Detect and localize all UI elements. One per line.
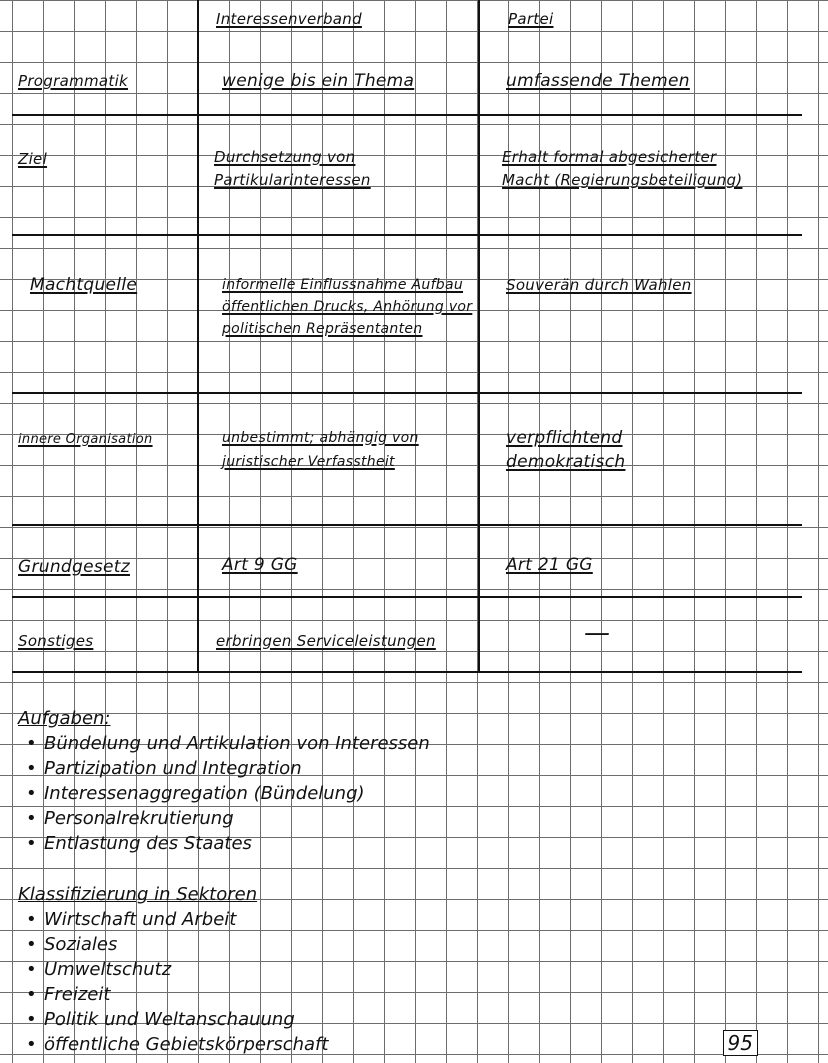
column-header-interest-group: Interessenverband (216, 10, 362, 28)
cell-grundgesetz-party: Art 21 GG (506, 555, 593, 575)
cell-machtquelle-interest-group: informelle Einflussnahme Aufbau öffentlichen Drucks, Anhörung vor politischen Repräsentanten (222, 277, 473, 337)
cell-programmatik-interest-group: wenige bis ein Thema (222, 71, 415, 91)
table-horizontal-line (12, 596, 802, 598)
table-vertical-line-1 (197, 0, 199, 672)
cell-ziel-party: Erhalt formal abgesicherter Macht (Regierungsbeteiligung) (502, 148, 743, 189)
page-number: 95 (723, 1030, 758, 1056)
list-item: • Bündelung und Artikulation von Interessen (18, 731, 618, 756)
row-label-programmatik: Programmatik (18, 72, 129, 90)
table-horizontal-line (12, 234, 802, 236)
list-item: • Interessenaggregation (Bündelung) (18, 781, 618, 806)
list-item: • Personalrekrutierung (18, 806, 618, 831)
cell-ziel-interest-group: Durchsetzung von Partikularinteressen (214, 148, 371, 189)
list-item: • Politik und Weltanschauung (18, 1007, 618, 1032)
row-label-grundgesetz: Grundgesetz (18, 557, 130, 577)
cell-innere-organisation-interest-group: unbestimmt; abhängig von juristischer Verfasstheit (222, 430, 419, 470)
list-item: • Soziales (18, 932, 618, 957)
list-item: • Umweltschutz (18, 957, 618, 982)
cell-innere-organisation-party: verpflichtend demokratisch (506, 428, 626, 472)
list-item: • öffentliche Gebietskörperschaft (18, 1032, 618, 1057)
table-horizontal-line (12, 671, 802, 673)
table-horizontal-line (12, 114, 802, 116)
cell-sonstiges-party: — (584, 618, 620, 648)
list-item: • Partizipation und Integration (18, 756, 618, 781)
row-label-innere-organisation: innere Organisation (18, 432, 153, 447)
tasks-section (18, 706, 618, 856)
sectors-list (18, 907, 618, 1057)
table-horizontal-line (12, 392, 802, 394)
table-horizontal-line (12, 524, 802, 526)
sectors-section (18, 882, 618, 1057)
row-label-sonstiges: Sonstiges (18, 632, 94, 650)
row-label-ziel: Ziel (18, 150, 48, 168)
tasks-list (18, 731, 618, 856)
list-item: • Wirtschaft und Arbeit (18, 907, 618, 932)
cell-grundgesetz-interest-group: Art 9 GG (222, 555, 298, 575)
tasks-title: Aufgaben: (18, 708, 111, 729)
list-item: • Entlastung des Staates (18, 831, 618, 856)
table-vertical-line-2 (478, 0, 480, 672)
cell-programmatik-party: umfassende Themen (506, 71, 690, 91)
cell-machtquelle-party: Souverän durch Wahlen (506, 276, 692, 294)
cell-sonstiges-interest-group: erbringen Serviceleistungen (216, 632, 436, 650)
sectors-title: Klassifizierung in Sektoren (18, 884, 258, 905)
column-header-party: Partei (508, 10, 554, 28)
list-item: • Freizeit (18, 982, 618, 1007)
row-label-machtquelle: Machtquelle (30, 275, 138, 295)
